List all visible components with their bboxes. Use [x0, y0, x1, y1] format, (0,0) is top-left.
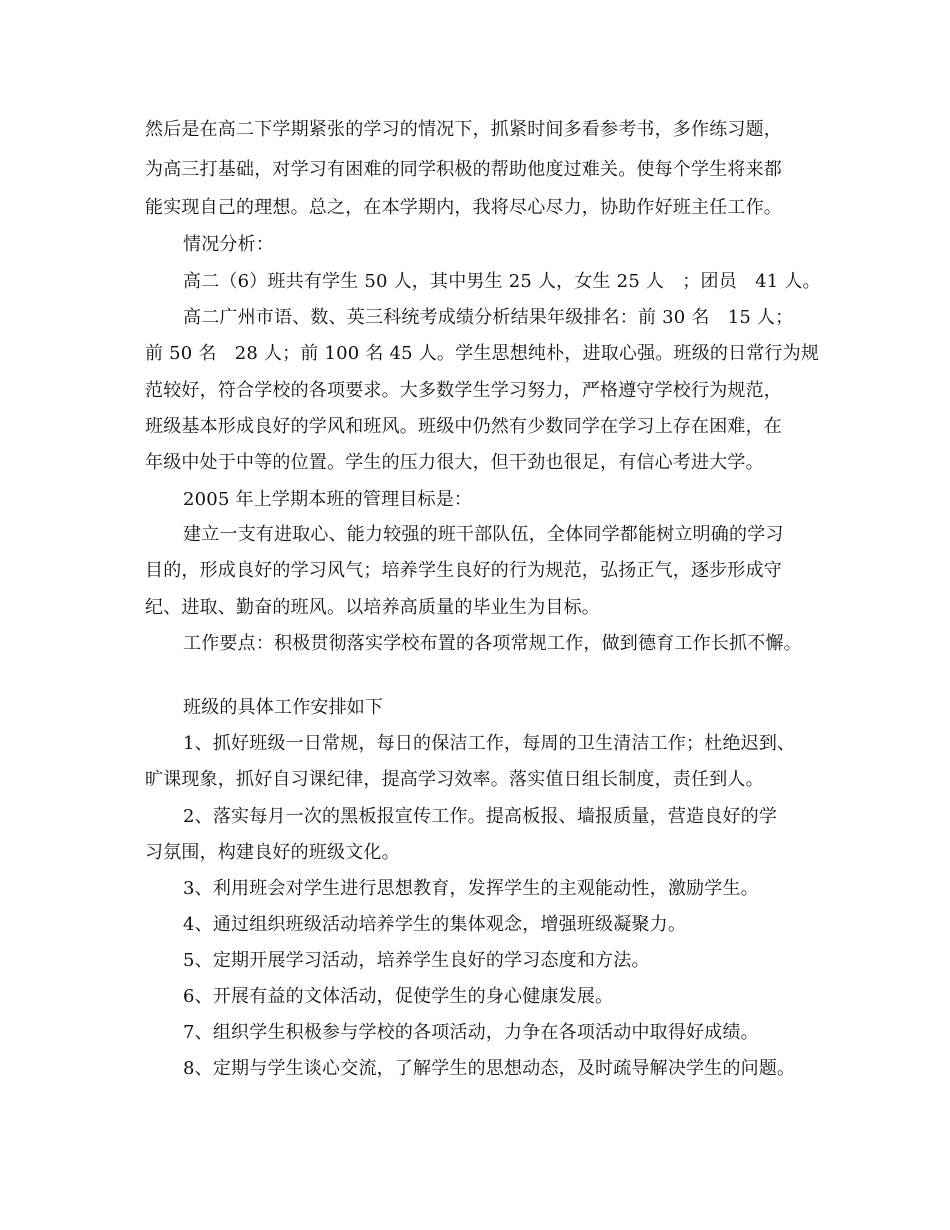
section-heading: 班级的具体工作安排如下 — [183, 697, 384, 718]
text-line: 高二广州市语、数、英三科统考成绩分析结果年级排名：前 30 名 15 人； — [183, 307, 794, 328]
list-item: 4、通过组织班级活动培养学生的集体观念，增强班级凝聚力。 — [183, 914, 687, 935]
list-item: 2、落实每月一次的黑板报宣传工作。提高板报、墙报质量，营造良好的学 — [183, 806, 778, 827]
text-line: 然后是在高二下学期紧张的学习的情况下，抓紧时间多看参考书，多作练习题， — [145, 119, 782, 140]
text-line: 能实现自己的理想。总之，在本学期内，我将尽心尽力，协助作好班主任工作。 — [145, 197, 782, 218]
text-line: 年级中处于中等的位置。学生的压力很大，但干劲也很足，有信心考进大学。 — [145, 452, 764, 473]
text-line: 高二（6）班共有学生 50 人，其中男生 25 人，女生 25 人 ；团员 41 人。 — [183, 271, 821, 292]
list-item-continuation: 习氛围，构建良好的班级文化。 — [145, 842, 400, 863]
list-item: 1、抓好班级一日常规，每日的保洁工作，每周的卫生清洁工作；杜绝迟到、 — [183, 733, 796, 754]
text-line: 前 50 名 28 人；前 100 名 45 人。学生思想纯朴，进取心强。班级的日常行为规 — [145, 343, 820, 364]
text-line: 纪、进取、勤奋的班风。以培养高质量的毕业生为目标。 — [145, 597, 600, 618]
list-item-continuation: 旷课现象，抓好自习课纪律，提高学习效率。落实值日组长制度，责任到人。 — [145, 769, 764, 790]
list-item: 3、利用班会对学生进行思想教育，发挥学生的主观能动性，激励学生。 — [183, 878, 759, 899]
text-line: 目的，形成良好的学习风气；培养学生良好的行为规范，弘扬正气，逐步形成守 — [145, 560, 782, 581]
text-line: 范较好，符合学校的各项要求。大多数学生学习努力，严格遵守学校行为规范， — [145, 380, 782, 401]
list-item: 6、开展有益的文体活动，促使学生的身心健康发展。 — [183, 986, 614, 1007]
text-line: 建立一支有进取心、能力较强的班干部队伍，全体同学都能树立明确的学习 — [183, 524, 784, 545]
list-item: 8、定期与学生谈心交流，了解学生的思想动态，及时疏导解决学生的问题。 — [183, 1058, 796, 1079]
section-heading: 2005 年上学期本班的管理目标是： — [183, 489, 473, 510]
list-item: 5、定期开展学习活动，培养学生良好的学习态度和方法。 — [183, 950, 650, 971]
list-item: 7、组织学生积极参与学校的各项活动，力争在各项活动中取得好成绩。 — [183, 1022, 759, 1043]
section-heading: 情况分析： — [183, 234, 274, 255]
text-line: 班级基本形成良好的学风和班风。班级中仍然有少数同学在学习上存在困难，在 — [145, 416, 782, 437]
text-line: 为高三打基础，对学习有困难的同学积极的帮助他度过难关。使每个学生将来都 — [145, 159, 782, 180]
text-line: 工作要点：积极贯彻落实学校布置的各项常规工作，做到德育工作长抓不懈。 — [183, 633, 802, 654]
